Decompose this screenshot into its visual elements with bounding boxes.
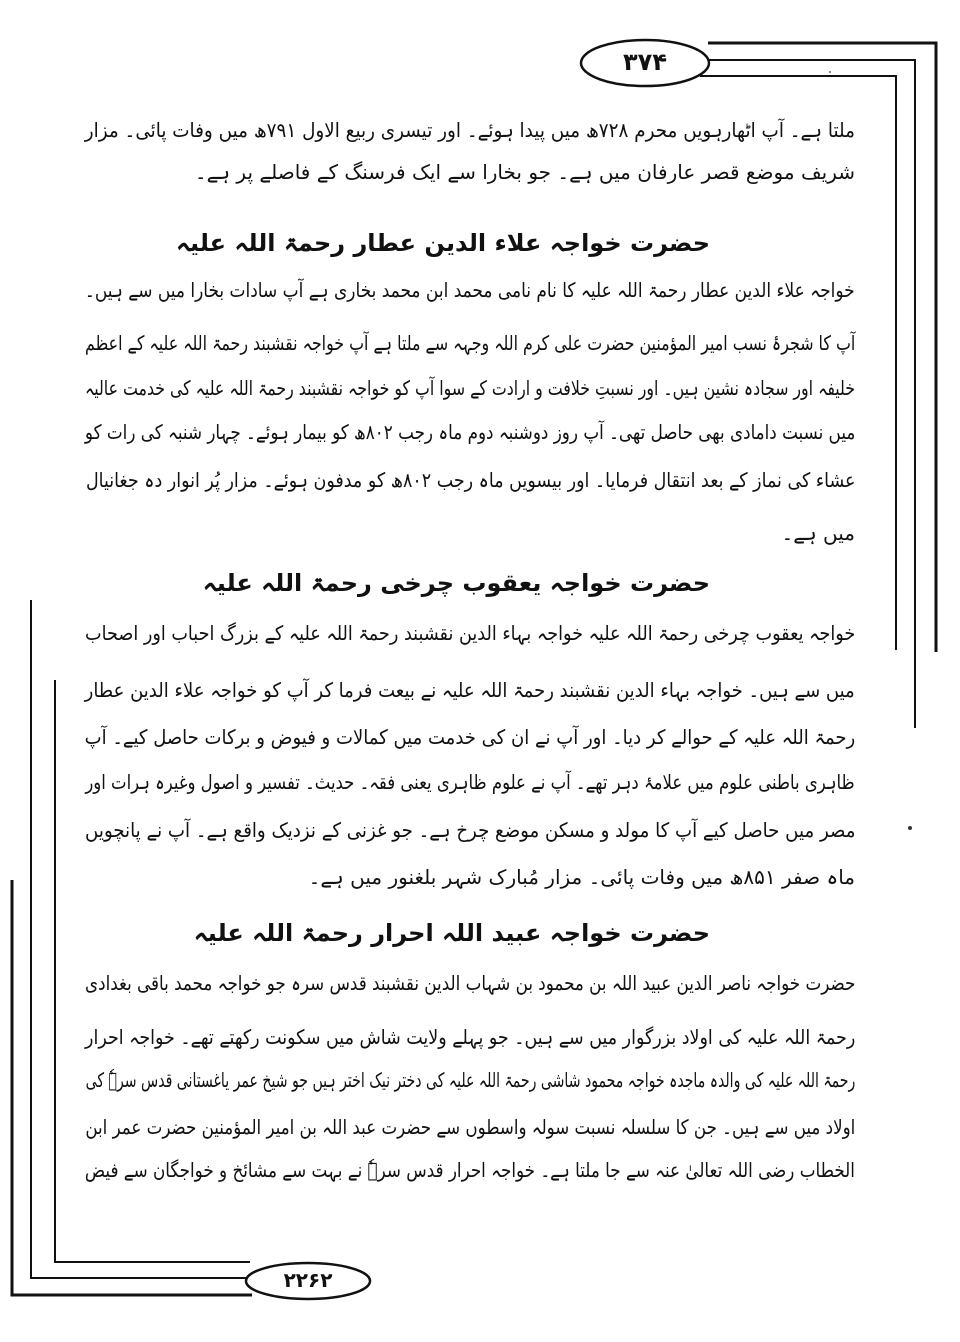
section-heading: حضرت خواجہ علاء الدین عطار رحمۃ اللہ علیہ [175,229,710,257]
text-line: اولاد میں سے ہیں۔ جن کا سلسلہ نسبت سولہ واسطوں سے حضرت عبد اللہ بن امیر المؤمنین حضرت عمر ابن [85,1115,855,1139]
text-line: خلیفہ اور سجادہ نشین ہیں۔ اور نسبتِ خلافت و ارادت کے سوا آپ کو خواجہ نقشبند رحمۃ اللہ علیہ کی خدمت عالیہ [84,376,855,400]
text-line: خواجہ یعقوب چرخی رحمۃ اللہ علیہ خواجہ بہاء الدین نقشبند رحمۃ اللہ علیہ کے بزرگ احباب اور اصحاب [84,621,855,645]
text-line: میں ہے۔ [781,521,855,545]
text-line: خواجہ علاء الدین عطار رحمۃ اللہ علیہ کا نام نامی محمد ابن محمد بخاری ہے آپ سادات بخارا میں سے ہیں۔ [85,278,855,302]
text-line: آپ کا شجرۂ نسب امیر المؤمنین حضرت علی کرم اللہ وجہہ سے ملتا ہے آپ خواجہ نقشبند رحمۃ اللہ علیہ کے اعظم [84,331,855,355]
section-heading: حضرت خواجہ عبید اللہ احرار رحمۃ اللہ علیہ [193,919,710,947]
text-line: رحمۃ اللہ علیہ کے حوالے کر دیا۔ اور آپ نے ان کی خدمت میں کمالات و فیوض و برکات حاصل کیے۔ آپ [84,725,855,749]
text-line: رحمۃ اللہ علیہ کی اولاد بزرگوار میں سے ہیں۔ جو پہلے ولایت شاش میں سکونت رکھتے تھے۔ خواجہ احرار [84,1025,855,1049]
text-line: حضرت خواجہ ناصر الدین عبید اللہ بن محمود بن شہاب الدین نقشبند قدس سرہ جو خواجہ محمد باقی بغدادی [84,971,855,995]
text-line: میں نسبت دامادی بھی حاصل تھی۔ آپ روز دوشنبہ دوم ماہ رجب ۸۰۲ھ کو بیمار ہوئے۔ چہار شنبہ کی رات کو [84,420,855,444]
text-line: شریف موضع قصر عارفان میں ہے۔ جو بخارا سے ایک فرسنگ کے فاصلے پر ہے۔ [194,160,855,184]
text-line: الخطاب رضی اللہ تعالیٰ عنہ سے جا ملتا ہے۔ خواجہ احرار قدس سرہٗ نے بہت سے مشائخ و خواجگان سے فیض [84,1158,855,1182]
text-line: مصر میں حاصل کیے آپ کا مولد و مسکن موضع چرخ ہے۔ جو غزنی کے نزدیک واقع ہے۔ آپ نے پانچویں [84,818,855,842]
text-line: رحمۃ اللہ علیہ کی والدہ ماجدہ خواجہ محمود شاشی رحمۃ اللہ علیہ کی دختر نیک اختر ہیں جو شیخ عمر یاغستانی قدس سرہٗ کی [85,1068,855,1092]
text-line: ملتا ہے۔ آپ اٹھارہویں محرم ۷۲۸ھ میں پیدا ہوئے۔ اور تیسری ربیع الاول ۷۹۱ھ میں وفات پائی۔ مزار [84,118,855,142]
section-heading: حضرت خواجہ یعقوب چرخی رحمۃ اللہ علیہ [202,569,710,597]
page-number-bottom: ۲۲۶۲ [283,1268,333,1292]
text-line: میں سے ہیں۔ خواجہ بہاء الدین نقشبند رحمۃ اللہ علیہ نے بیعت فرما کر آپ کو خواجہ علاء الدین عطار [84,678,855,702]
text-line: عشاء کی نماز کے بعد انتقال فرمایا۔ اور بیسویں ماہ رجب ۸۰۲ھ کو مدفون ہوئے۔ مزار پُر انوار دہ جغانیال [85,468,855,492]
text-line: ماہ صفر ۸۵۱ھ میں وفات پائی۔ مزار مُبارک شہر بلغنور میں ہے۔ [308,865,855,889]
page-number-top: ۳۷۴ [623,48,667,76]
text-line: ظاہری باطنی علوم میں علامۂ دہر تھے۔ آپ نے علوم ظاہری یعنی فقہ۔ حدیث۔ تفسیر و اصول وغیرہ ہرات اور [85,770,855,794]
